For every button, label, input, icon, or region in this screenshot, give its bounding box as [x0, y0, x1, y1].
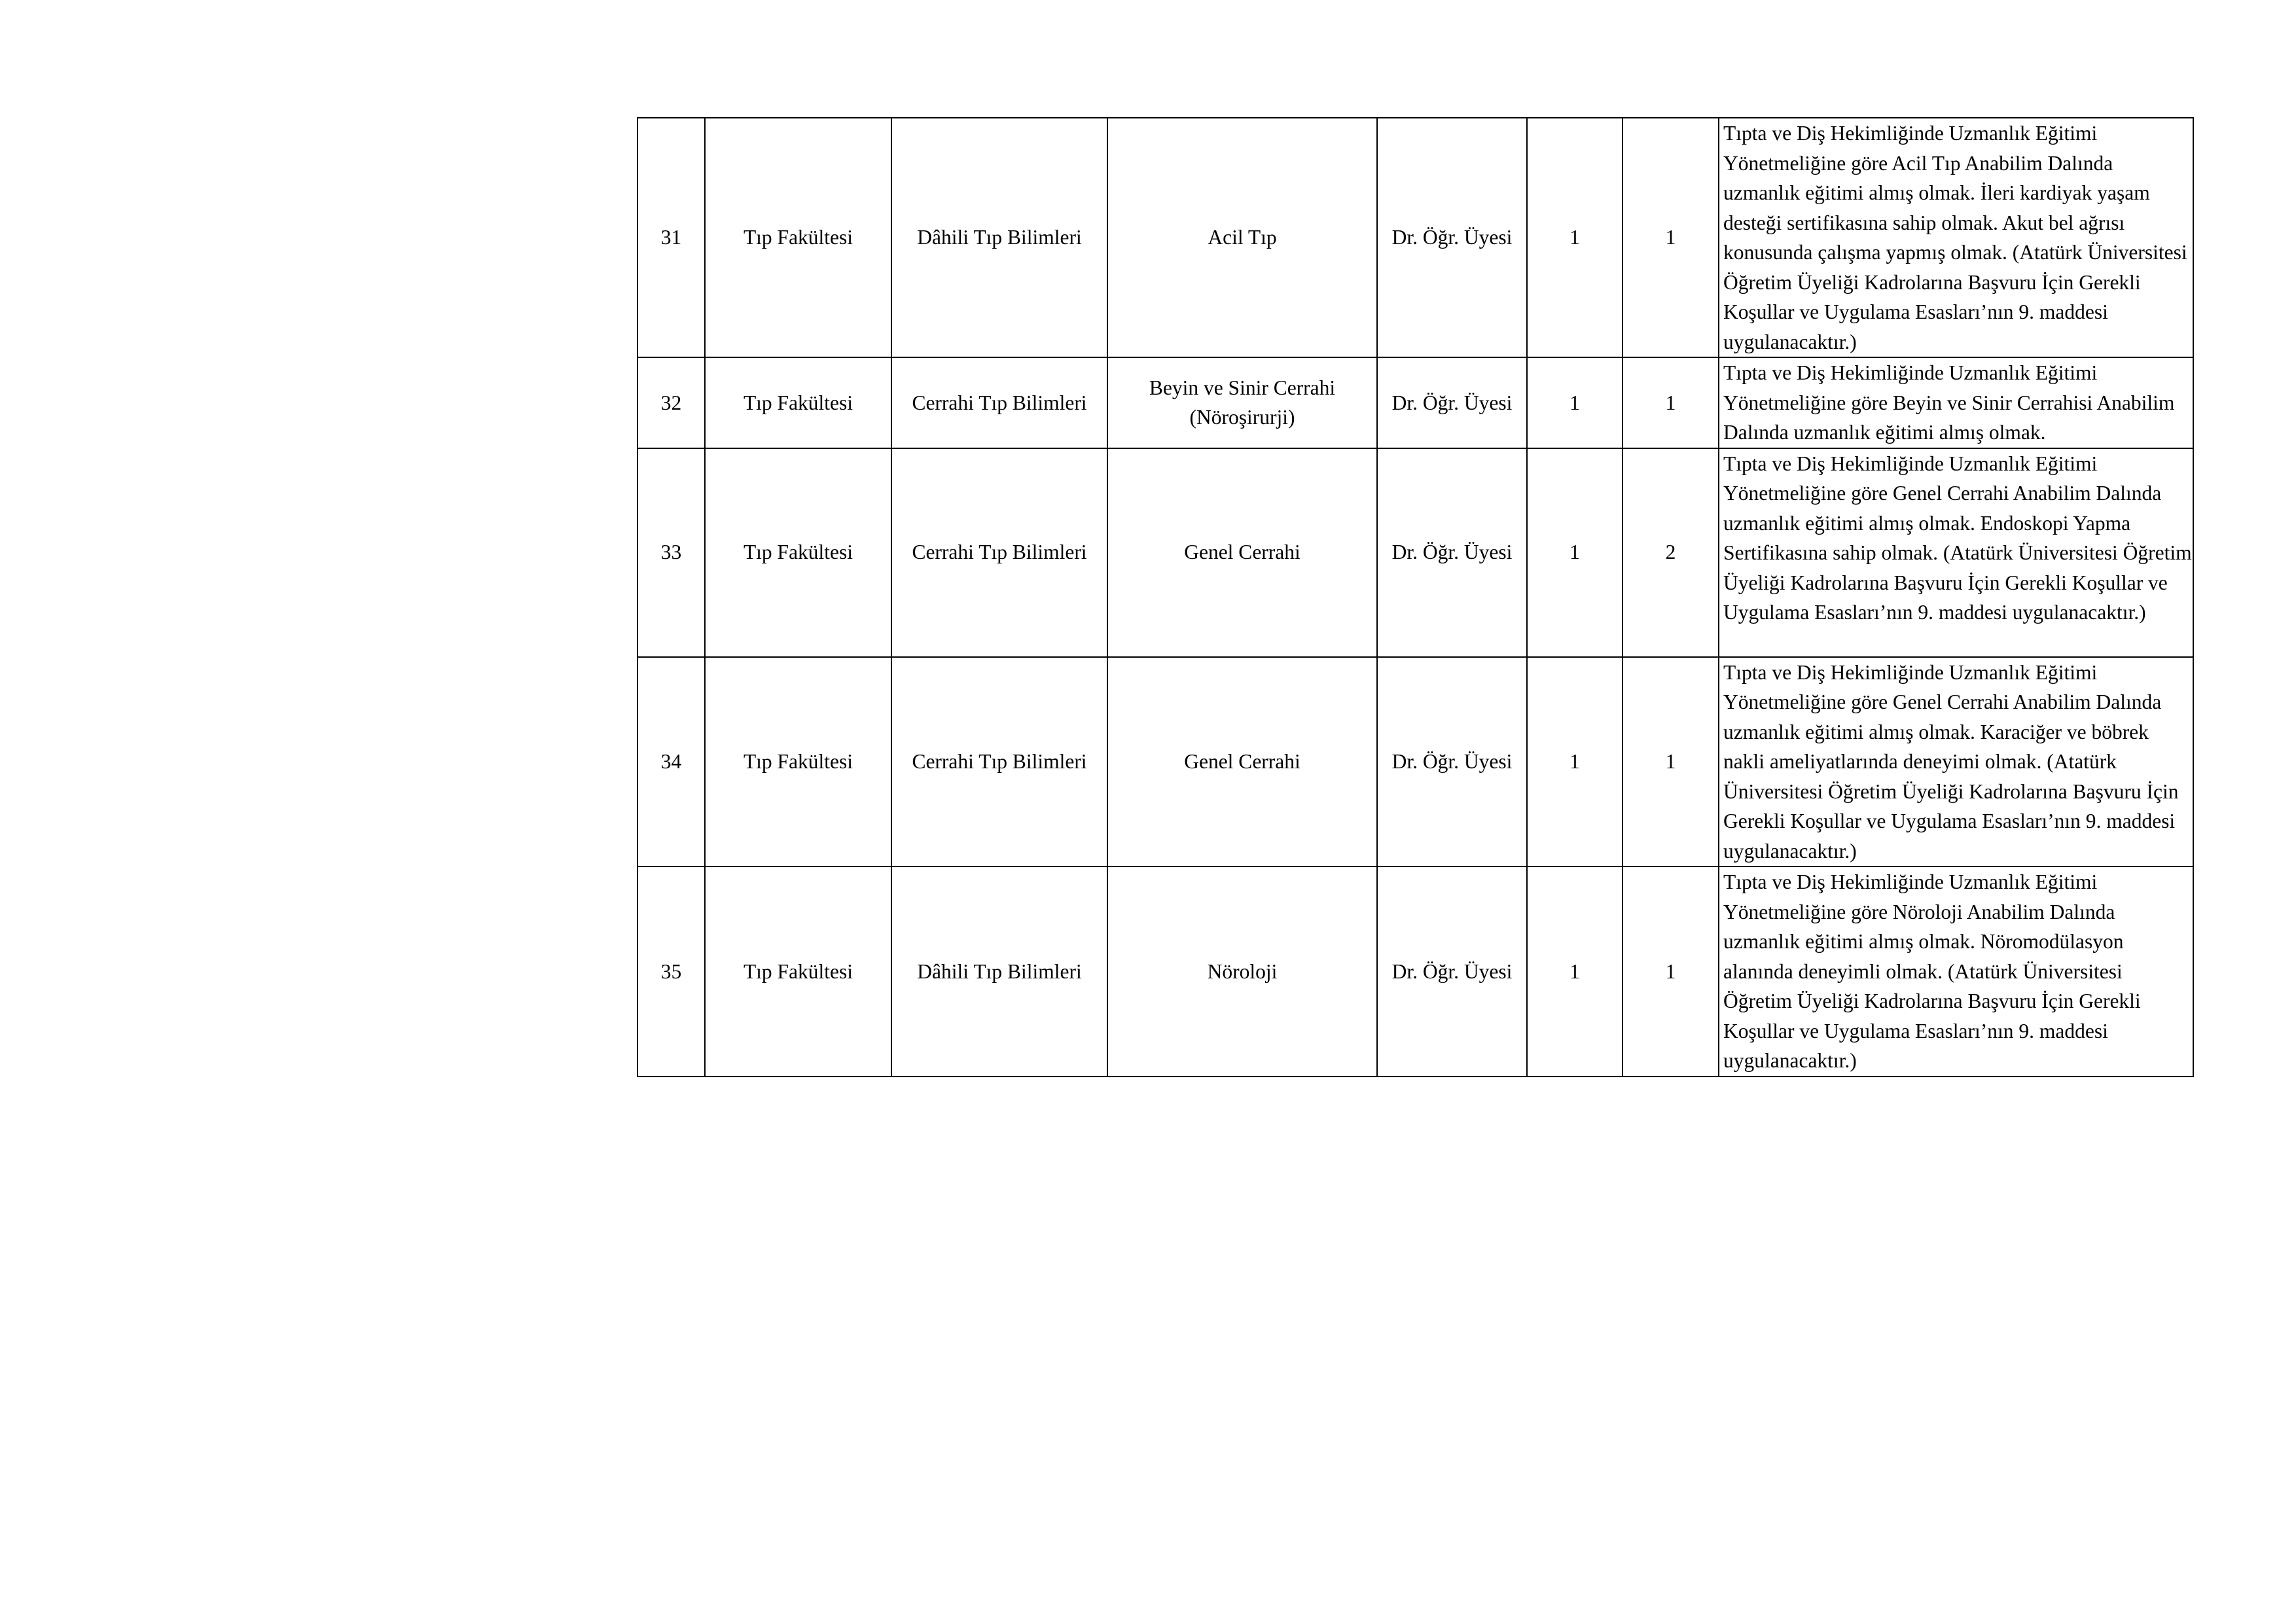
- row-number: 31: [637, 118, 705, 357]
- degree-cell: 1: [1527, 118, 1623, 357]
- count-cell: 1: [1623, 118, 1719, 357]
- title-cell: Dr. Öğr. Üyesi: [1377, 357, 1527, 448]
- row-number: 33: [637, 448, 705, 657]
- division-cell: Genel Cerrahi: [1107, 657, 1377, 867]
- row-number: 34: [637, 657, 705, 867]
- requirements-cell: Tıpta ve Diş Hekimliğinde Uzmanlık Eğitimi Yönetmeliğine göre Genel Cerrahi Anabilim Dalında uzmanlık eğitimi almış olmak. Karaciğer ve böbrek nakli ameliyatlarında deneyimi olmak. (Atatürk Üniversitesi Öğretim Üyeliği Kadrolarına Başvuru İçin Gerekli Koşullar ve Uygulama Esasları’nın 9. maddesi uygulanacaktır.): [1719, 657, 2193, 867]
- title-cell: Dr. Öğr. Üyesi: [1377, 657, 1527, 867]
- department-cell: Cerrahi Tıp Bilimleri: [891, 657, 1107, 867]
- division-cell: Beyin ve Sinir Cerrahi (Nöroşirurji): [1107, 357, 1377, 448]
- division-cell: Nöroloji: [1107, 866, 1377, 1077]
- degree-cell: 1: [1527, 448, 1623, 657]
- table-row: [637, 657, 2193, 867]
- table-row: [637, 118, 2193, 357]
- faculty-positions-table: [637, 117, 2194, 1077]
- department-cell: Cerrahi Tıp Bilimleri: [891, 357, 1107, 448]
- table-row: [637, 866, 2193, 1077]
- table-row: [637, 448, 2193, 657]
- department-cell: Cerrahi Tıp Bilimleri: [891, 448, 1107, 657]
- title-cell: Dr. Öğr. Üyesi: [1377, 448, 1527, 657]
- requirements-cell: Tıpta ve Diş Hekimliğinde Uzmanlık Eğitimi Yönetmeliğine göre Acil Tıp Anabilim Dalında uzmanlık eğitimi almış olmak. İleri kardiyak yaşam desteği sertifikasına sahip olmak. Akut bel ağrısı konusunda çalışma yapmış olmak. (Atatürk Üniversitesi Öğretim Üyeliği Kadrolarına Başvuru İçin Gerekli Koşullar ve Uygulama Esasları’nın 9. maddesi uygulanacaktır.): [1719, 118, 2193, 357]
- requirements-cell: Tıpta ve Diş Hekimliğinde Uzmanlık Eğitimi Yönetmeliğine göre Beyin ve Sinir Cerrahisi Anabilim Dalında uzmanlık eğitimi almış olmak.: [1719, 357, 2193, 448]
- degree-cell: 1: [1527, 357, 1623, 448]
- degree-cell: 1: [1527, 866, 1623, 1077]
- table-row: [637, 357, 2193, 448]
- row-number: 35: [637, 866, 705, 1077]
- faculty-cell: Tıp Fakültesi: [705, 448, 891, 657]
- count-cell: 1: [1623, 657, 1719, 867]
- title-cell: Dr. Öğr. Üyesi: [1377, 866, 1527, 1077]
- requirements-cell: Tıpta ve Diş Hekimliğinde Uzmanlık Eğitimi Yönetmeliğine göre Nöroloji Anabilim Dalında uzmanlık eğitimi almış olmak. Nöromodülasyon alanında deneyimli olmak. (Atatürk Üniversitesi Öğretim Üyeliği Kadrolarına Başvuru İçin Gerekli Koşullar ve Uygulama Esasları’nın 9. maddesi uygulanacaktır.): [1719, 866, 2193, 1077]
- faculty-cell: Tıp Fakültesi: [705, 657, 891, 867]
- count-cell: 2: [1623, 448, 1719, 657]
- count-cell: 1: [1623, 866, 1719, 1077]
- faculty-cell: Tıp Fakültesi: [705, 866, 891, 1077]
- department-cell: Dâhili Tıp Bilimleri: [891, 118, 1107, 357]
- division-cell: Genel Cerrahi: [1107, 448, 1377, 657]
- division-cell: Acil Tıp: [1107, 118, 1377, 357]
- requirements-cell: Tıpta ve Diş Hekimliğinde Uzmanlık Eğitimi Yönetmeliğine göre Genel Cerrahi Anabilim Dalında uzmanlık eğitimi almış olmak. Endoskopi Yapma Sertifikasına sahip olmak. (Atatürk Üniversitesi Öğretim Üyeliği Kadrolarına Başvuru İçin Gerekli Koşullar ve Uygulama Esasları’nın 9. maddesi uygulanacaktır.): [1719, 448, 2193, 657]
- title-cell: Dr. Öğr. Üyesi: [1377, 118, 1527, 357]
- faculty-cell: Tıp Fakültesi: [705, 357, 891, 448]
- department-cell: Dâhili Tıp Bilimleri: [891, 866, 1107, 1077]
- count-cell: 1: [1623, 357, 1719, 448]
- degree-cell: 1: [1527, 657, 1623, 867]
- faculty-cell: Tıp Fakültesi: [705, 118, 891, 357]
- row-number: 32: [637, 357, 705, 448]
